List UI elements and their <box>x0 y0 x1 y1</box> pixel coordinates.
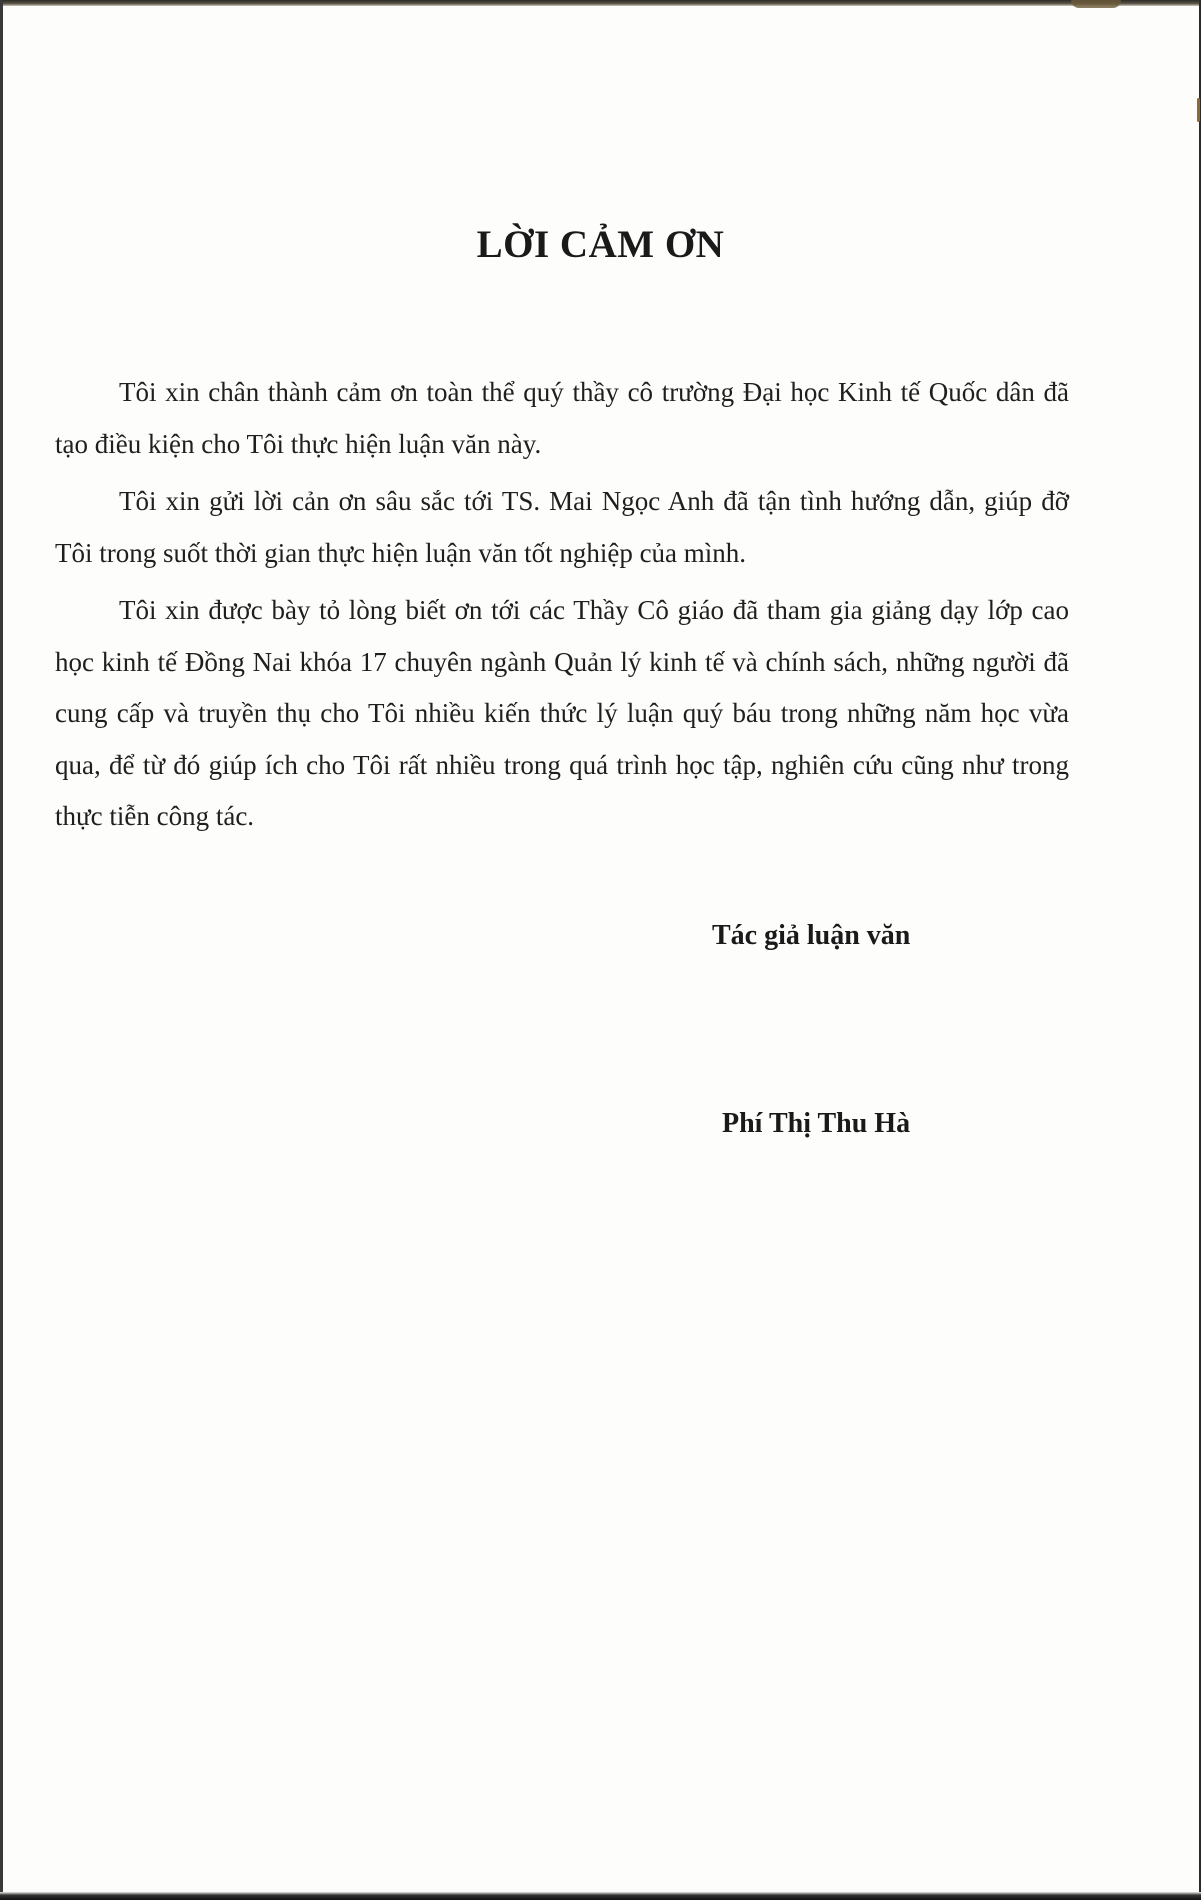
scan-edge-bottom <box>0 1892 1201 1900</box>
scan-edge-left <box>0 0 3 1900</box>
scan-edge-right-mark <box>1197 98 1200 122</box>
signature-name: Phí Thị Thu Hà <box>722 1108 911 1139</box>
page-title: LỜI CẢM ƠN <box>476 223 725 266</box>
signature-label: Tác giả luận văn <box>712 920 911 951</box>
acknowledgement-body <box>55 367 1069 849</box>
paragraph-1: Tôi xin chân thành cảm ơn toàn thể quý thầy cô trường Đại học Kinh tế Quốc dân đã tạo điều kiện cho Tôi thực hiện luận văn này. <box>55 377 1069 459</box>
scan-edge-top <box>0 0 1201 6</box>
scan-edge-mark <box>1071 0 1121 8</box>
paragraph-3: Tôi xin được bày tỏ lòng biết ơn tới các Thầy Cô giáo đã tham gia giảng dạy lớp cao học kinh tế Đồng Nai khóa 17 chuyên ngành Quản lý kinh tế và chính sách, những người đã cung cấp và truyền thụ cho Tôi nhiều kiến thức lý luận quý báu trong những năm học vừa qua, để từ đó giúp ích cho Tôi rất nhiều trong quá trình học tập, nghiên cứu cũng như trong thực tiễn công tác. <box>55 595 1069 831</box>
paragraph-2: Tôi xin gửi lời cản ơn sâu sắc tới TS. Mai Ngọc Anh đã tận tình hướng dẫn, giúp đỡ Tôi trong suốt thời gian thực hiện luận văn tốt nghiệp của mình. <box>55 486 1069 568</box>
